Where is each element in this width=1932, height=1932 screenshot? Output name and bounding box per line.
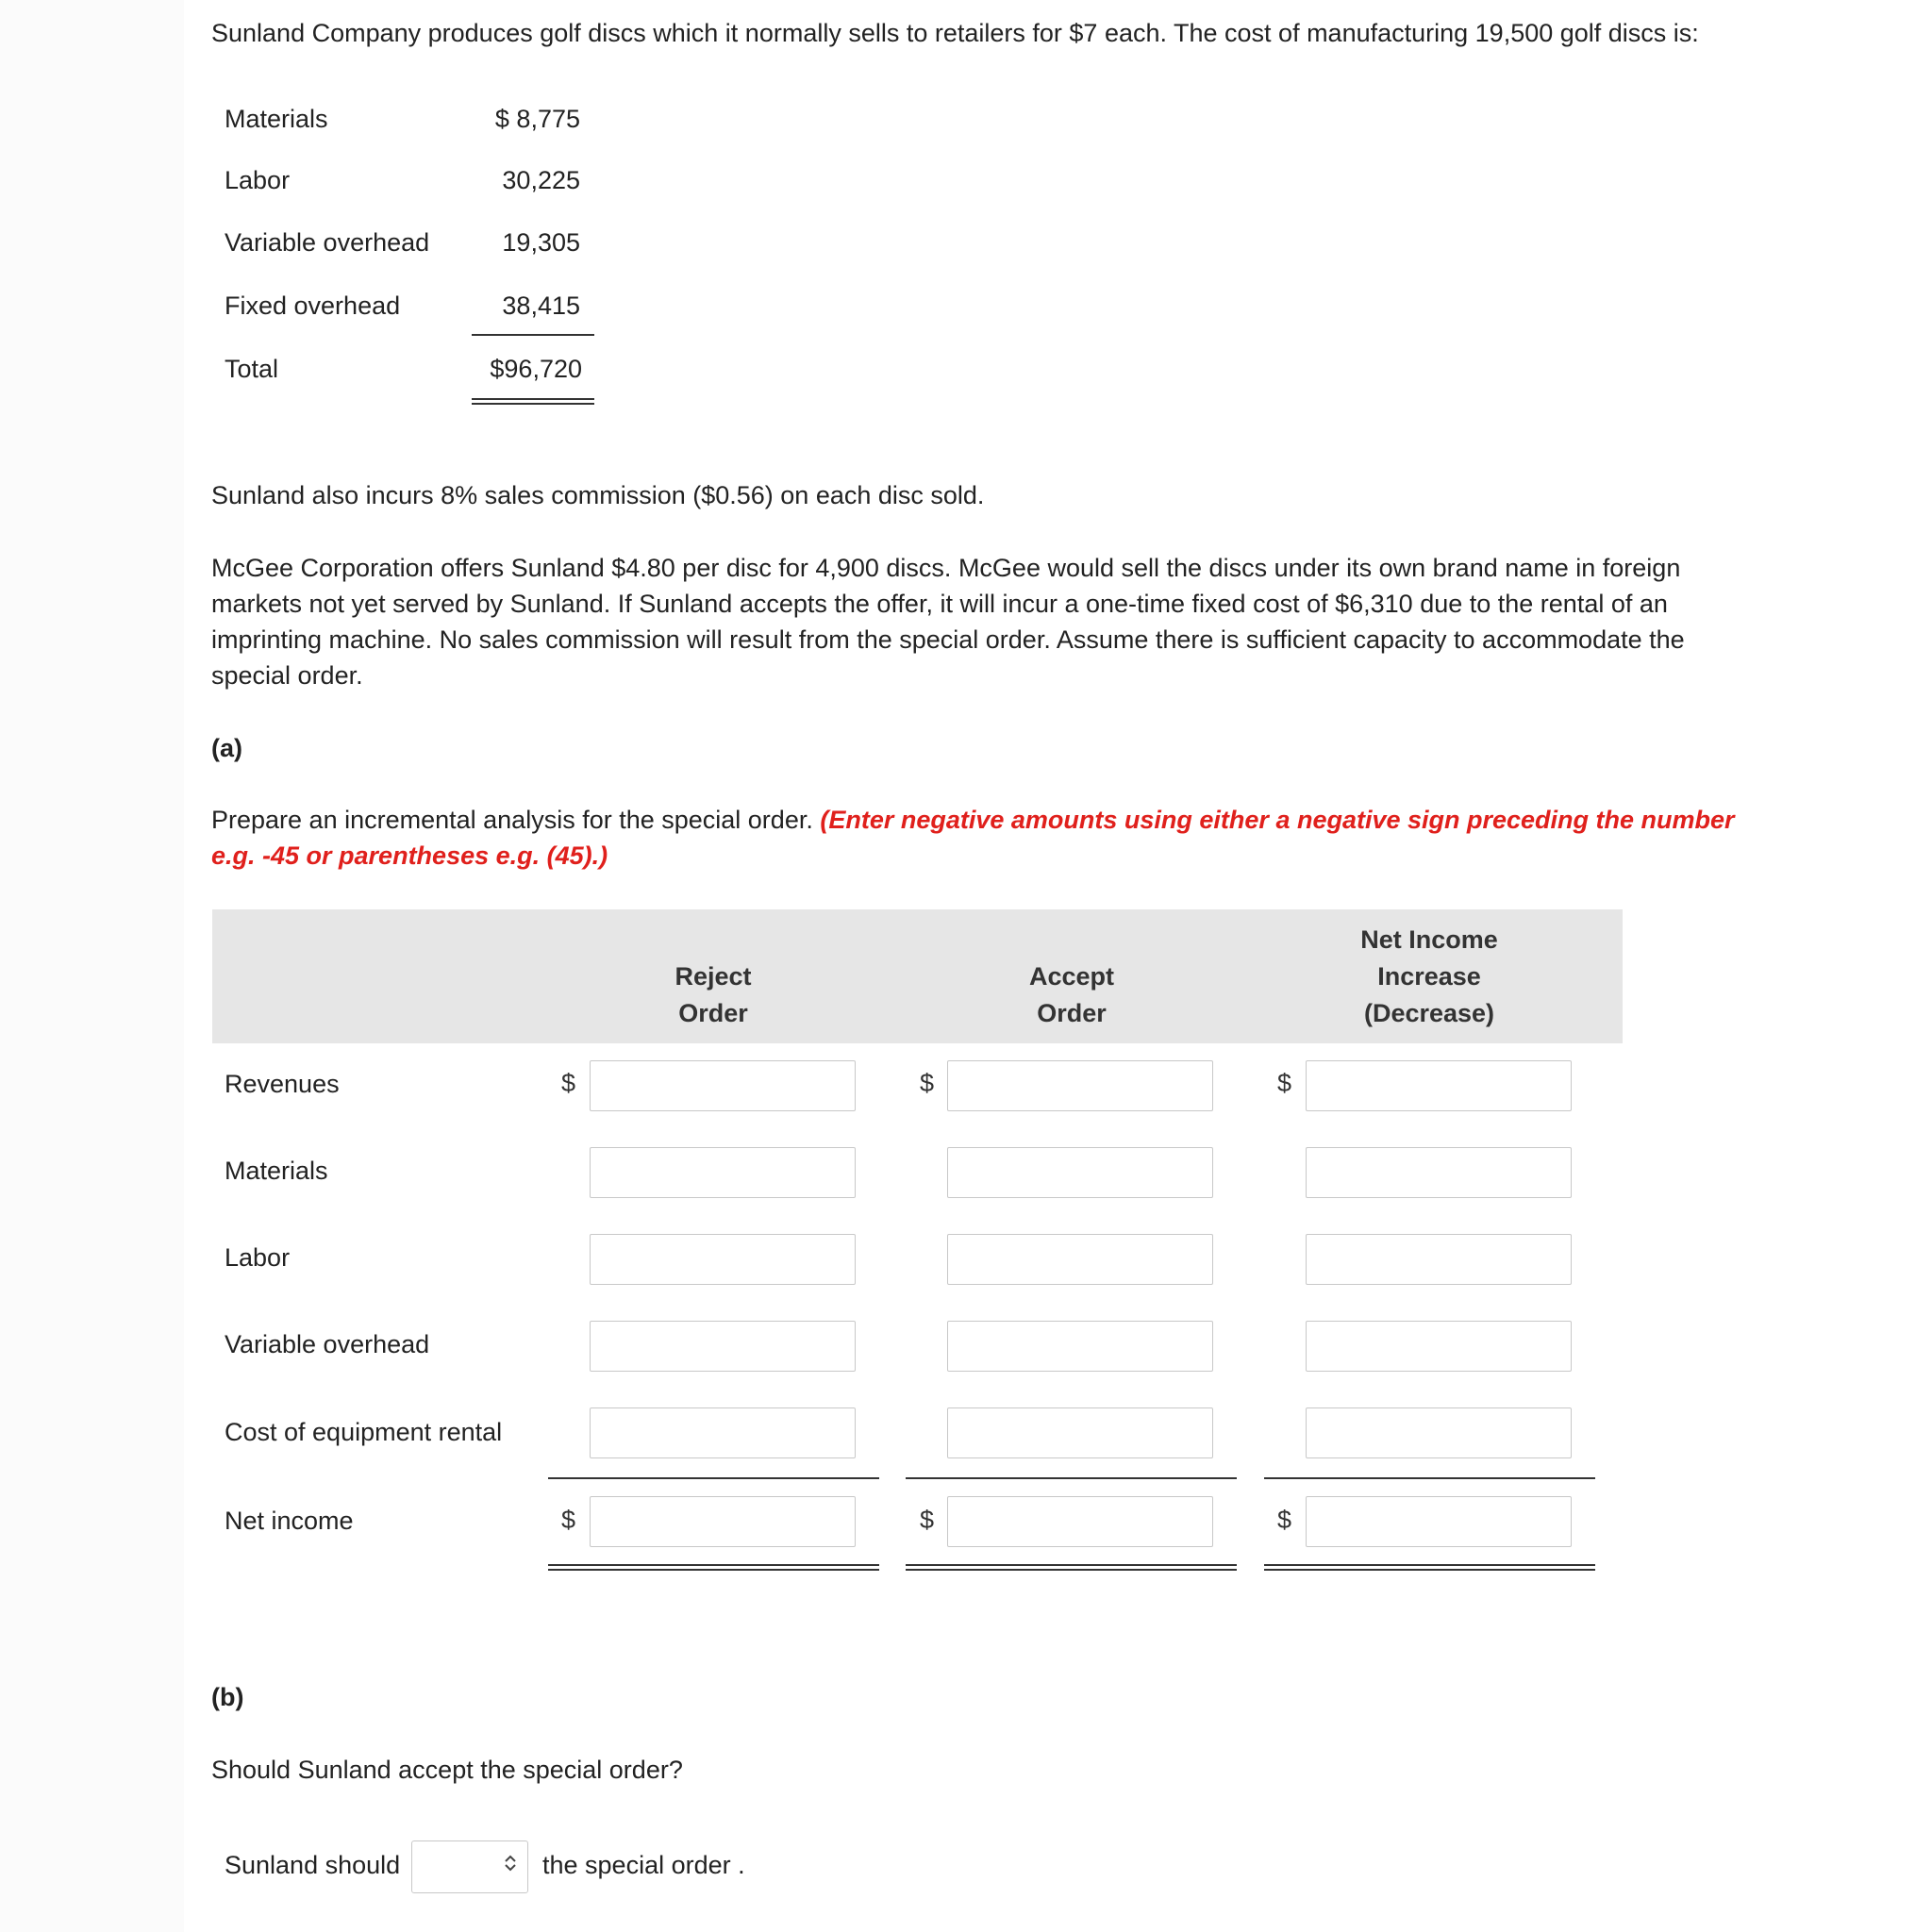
commission-text: Sunland also incurs 8% sales commission ($0.56) on each disc sold. [211, 481, 985, 509]
net-net-income-input[interactable] [1306, 1496, 1572, 1547]
subtotal-rule [1264, 1477, 1595, 1479]
accept-variable-overhead-input[interactable] [947, 1321, 1213, 1372]
subtotal-rule [548, 1477, 879, 1479]
offer-line-1: McGee Corporation offers Sunland $4.80 per disc for 4,900 discs. McGee would sell the discs under its own brand name in foreign [211, 554, 1681, 582]
cost-amount-materials: $ 8,775 [494, 105, 580, 133]
header-reject-order [647, 958, 779, 1032]
net-equipment-rental-input[interactable] [1306, 1407, 1572, 1458]
offer-line-3: imprinting machine. No sales commission will result from the special order. Assume there is sufficient capacity to accommodate the [211, 625, 1685, 654]
part-a-instruction: Prepare an incremental analysis for the special order. [211, 806, 813, 834]
answer-prefix: Sunland should [225, 1851, 401, 1879]
part-b-label: (b) [211, 1683, 244, 1711]
row-label-equipment-rental: Cost of equipment rental [225, 1418, 503, 1446]
reject-net-income-input[interactable] [590, 1496, 856, 1547]
left-margin-panel [0, 0, 184, 1932]
offer-line-2: markets not yet served by Sunland. If Sunland accepts the offer, it will incur a one-time fixed cost of $6,310 due to the rental of an [211, 590, 1668, 618]
cost-amount-fixed-overhead: 38,415 [502, 291, 580, 320]
dollar-sign: $ [920, 1069, 935, 1097]
part-b-question: Should Sunland accept the special order? [211, 1756, 683, 1784]
row-label-revenues: Revenues [225, 1070, 340, 1098]
dollar-sign: $ [1277, 1506, 1292, 1534]
accept-revenues-input[interactable] [947, 1060, 1213, 1111]
header-reject-line2: Order [678, 999, 748, 1027]
reject-materials-input[interactable] [590, 1147, 856, 1198]
header-net-income-change [1340, 922, 1519, 1032]
subtotal-rule [906, 1477, 1237, 1479]
part-a-note-line1: (Enter negative amounts using either a negative sign preceding the number [820, 806, 1735, 834]
answer-suffix: the special order . [542, 1851, 745, 1879]
subtotal-rule [472, 334, 594, 336]
accept-net-income-input[interactable] [947, 1496, 1213, 1547]
header-net-line2: Increase [1377, 962, 1481, 991]
reject-equipment-rental-input[interactable] [590, 1407, 856, 1458]
intro-text: Sunland Company produces golf discs which it normally sells to retailers for $7 each. The cost of manufacturing 19,500 golf discs is: [211, 19, 1699, 47]
part-a-note-line2: e.g. -45 or parentheses e.g. (45).) [211, 841, 608, 870]
header-net-line1: Net Income [1360, 925, 1498, 954]
cost-amount-variable-overhead: 19,305 [502, 228, 580, 257]
net-revenues-input[interactable] [1306, 1060, 1572, 1111]
total-double-rule [548, 1564, 879, 1571]
cost-label-total: Total [225, 355, 279, 383]
row-label-labor: Labor [225, 1243, 291, 1272]
header-accept-line1: Accept [1028, 962, 1115, 991]
cost-amount-labor: 30,225 [502, 166, 580, 194]
net-labor-input[interactable] [1306, 1234, 1572, 1285]
chevron-up-down-icon [503, 1851, 518, 1883]
dollar-sign: $ [561, 1506, 576, 1534]
reject-variable-overhead-input[interactable] [590, 1321, 856, 1372]
accept-reject-dropdown[interactable] [411, 1840, 528, 1893]
reject-revenues-input[interactable] [590, 1060, 856, 1111]
accept-materials-input[interactable] [947, 1147, 1213, 1198]
total-double-rule [906, 1564, 1237, 1571]
total-double-rule [1264, 1564, 1595, 1571]
cost-label-materials: Materials [225, 105, 328, 133]
header-reject-line1: Reject [675, 962, 752, 991]
header-accept-order [1006, 958, 1138, 1032]
row-label-net-income: Net income [225, 1507, 354, 1535]
total-double-rule [472, 398, 594, 405]
dollar-sign: $ [1277, 1069, 1292, 1097]
offer-line-4: special order. [211, 661, 363, 690]
part-a-instruction-line [211, 802, 1735, 838]
header-net-line3: (Decrease) [1363, 999, 1495, 1027]
row-label-variable-overhead: Variable overhead [225, 1330, 430, 1358]
part-a-label: (a) [211, 734, 242, 762]
accept-equipment-rental-input[interactable] [947, 1407, 1213, 1458]
net-variable-overhead-input[interactable] [1306, 1321, 1572, 1372]
row-label-materials: Materials [225, 1157, 328, 1185]
dollar-sign: $ [561, 1069, 576, 1097]
cost-label-variable-overhead: Variable overhead [225, 228, 430, 257]
header-accept-line2: Order [1037, 999, 1107, 1027]
net-materials-input[interactable] [1306, 1147, 1572, 1198]
cost-label-labor: Labor [225, 166, 291, 194]
accept-labor-input[interactable] [947, 1234, 1213, 1285]
dollar-sign: $ [920, 1506, 935, 1534]
reject-labor-input[interactable] [590, 1234, 856, 1285]
cost-amount-total: $96,720 [490, 355, 582, 383]
cost-label-fixed-overhead: Fixed overhead [225, 291, 401, 320]
